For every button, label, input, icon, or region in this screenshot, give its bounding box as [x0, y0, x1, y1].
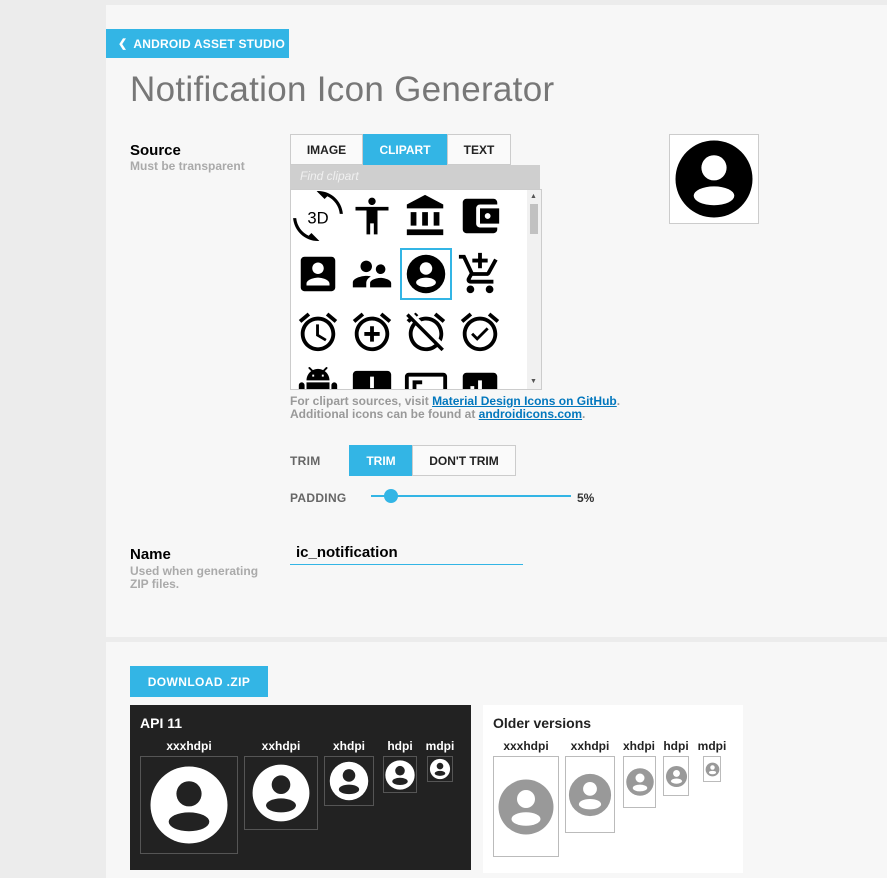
- old-icon-preview-mdpi: [703, 756, 721, 782]
- scroll-thumb[interactable]: [530, 204, 538, 234]
- padding-label: PADDING: [290, 491, 347, 505]
- icon-preview-mdpi: [427, 756, 453, 782]
- padding-value: 5%: [577, 491, 595, 505]
- assessment-icon[interactable]: [454, 364, 506, 390]
- name-label: Name: [130, 546, 171, 563]
- old-icon-preview-xhdpi: [623, 756, 656, 808]
- older-versions-preview: [483, 705, 743, 873]
- alarm-add-icon[interactable]: [346, 306, 398, 358]
- alarm-icon[interactable]: [292, 306, 344, 358]
- clipart-scrollbar[interactable]: [527, 190, 541, 389]
- density-label: hdpi: [663, 739, 689, 753]
- back-button[interactable]: [106, 29, 289, 58]
- scroll-down-icon[interactable]: ▼: [530, 378, 537, 385]
- source-sublabel: Must be transparent: [130, 159, 245, 173]
- account-circle-icon[interactable]: [400, 248, 452, 300]
- icon-preview-xxxhdpi: [140, 756, 238, 854]
- density-label: xhdpi: [333, 739, 365, 753]
- add-shopping-cart-icon[interactable]: [454, 248, 506, 300]
- name-sublabel: Used when generating ZIP files.: [130, 564, 259, 591]
- account-circle-icon: [328, 760, 370, 802]
- density-label: xxxhdpi: [166, 739, 212, 753]
- account-circle-icon: [567, 772, 613, 818]
- density-label: xxxhdpi: [503, 739, 549, 753]
- density-label: mdpi: [697, 739, 727, 753]
- account-circle-icon: [496, 777, 556, 837]
- account-circle-icon: [665, 765, 688, 788]
- account-circle-icon: [672, 137, 756, 221]
- clipart-grid: [290, 189, 542, 390]
- old-icon-preview-xxhdpi: [565, 756, 615, 833]
- tab-clipart[interactable]: CLIPART: [363, 134, 447, 165]
- density-label: xhdpi: [623, 739, 655, 753]
- padding-slider[interactable]: [371, 495, 571, 497]
- tab-image[interactable]: IMAGE: [290, 134, 363, 165]
- androidicons-link[interactable]: androidicons.com: [478, 407, 583, 421]
- scroll-up-icon[interactable]: ▲: [530, 193, 537, 200]
- account-box-icon[interactable]: [292, 248, 344, 300]
- padding-slider-handle[interactable]: [384, 489, 398, 503]
- trim-label: TRIM: [290, 454, 321, 468]
- alarm-off-icon[interactable]: [400, 306, 452, 358]
- aspect-ratio-icon[interactable]: [400, 364, 452, 390]
- account-circle-icon: [429, 758, 451, 780]
- page-title: Notification Icon Generator: [130, 70, 555, 109]
- density-label: xxhdpi: [570, 739, 610, 753]
- account-circle-icon: [625, 767, 655, 797]
- android-icon[interactable]: [292, 364, 344, 390]
- alarm-on-icon[interactable]: [454, 306, 506, 358]
- account-balance-wallet-icon[interactable]: [454, 190, 506, 242]
- clipart-note: For clipart sources, visit Material Design Icons on GitHub. Additional icons can be found at androidicons.com.: [290, 394, 621, 421]
- source-tabs: [290, 134, 511, 165]
- account-circle-icon: [250, 762, 312, 824]
- icon-preview-xhdpi: [324, 756, 374, 806]
- source-label: Source: [130, 142, 181, 159]
- icon-preview-hdpi: [383, 756, 417, 793]
- account-balance-icon[interactable]: [400, 190, 452, 242]
- material-icons-link[interactable]: Material Design Icons on GitHub: [432, 394, 617, 408]
- api11-preview: [130, 705, 471, 870]
- name-input[interactable]: [290, 541, 523, 565]
- back-button-label: ANDROID ASSET STUDIO: [133, 36, 285, 51]
- account-circle-icon: [384, 759, 416, 791]
- trim-button[interactable]: TRIM: [349, 445, 413, 476]
- supervisor-account-icon[interactable]: [346, 248, 398, 300]
- density-label: mdpi: [425, 739, 455, 753]
- old-icon-preview-xxxhdpi: [493, 756, 559, 857]
- chevron-left-icon: ❮: [118, 38, 128, 50]
- density-label: xxhdpi: [261, 739, 301, 753]
- icon-preview-xxhdpi: [244, 756, 318, 830]
- density-label: hdpi: [387, 739, 413, 753]
- old-icon-preview-hdpi: [663, 756, 689, 796]
- account-circle-icon: [705, 762, 720, 777]
- accessibility-icon[interactable]: [346, 190, 398, 242]
- 3d-rotation-icon[interactable]: [292, 190, 344, 242]
- download-zip-button[interactable]: DOWNLOAD .ZIP: [130, 666, 268, 697]
- source-preview: [669, 134, 759, 224]
- tab-text[interactable]: TEXT: [447, 134, 511, 165]
- find-clipart-input[interactable]: Find clipart: [290, 165, 540, 189]
- dont-trim-button[interactable]: DON'T TRIM: [412, 445, 516, 476]
- svg-text:3D: 3D: [307, 208, 329, 228]
- api11-title: API 11: [140, 715, 183, 731]
- older-versions-title: Older versions: [493, 715, 592, 731]
- announcement-icon[interactable]: [346, 364, 398, 390]
- account-circle-icon: [147, 763, 231, 847]
